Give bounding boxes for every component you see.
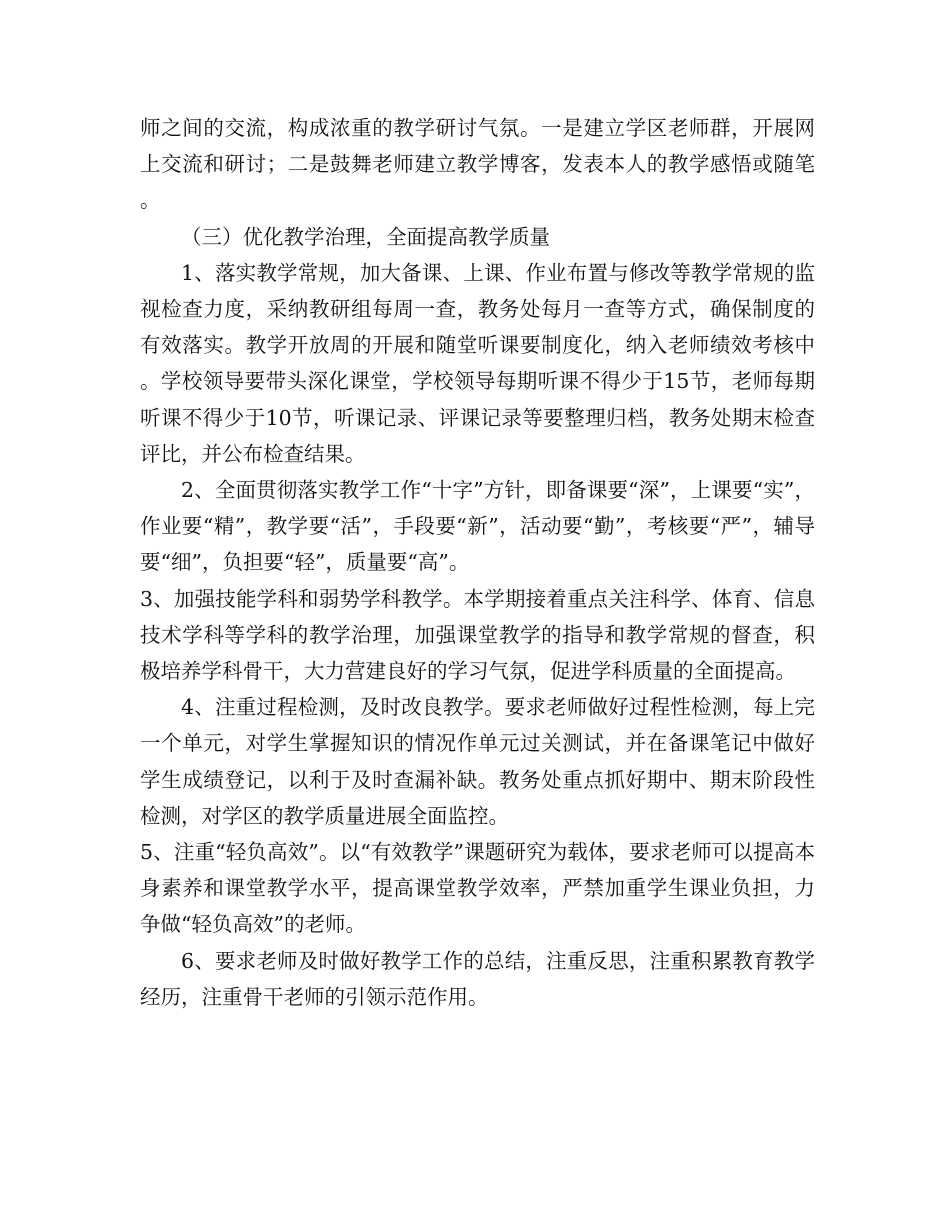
paragraph-item-6: 6、要求老师及时做好教学工作的总结，注重反思，注重积累教育教学经历，注重骨干老师的引领示范作用。 (140, 948, 815, 1009)
paragraph-item-3: 3、加强技能学科和弱势学科教学。本学期接着重点关注科学、体育、信息技术学科等学科的教学治理，加强课堂教学的指导和教学常规的督查，积极培养学科骨干，大力营建良好的学习气氛，促进学科质量的全面提高。 (140, 586, 815, 684)
section-heading-teaching-management: （三）优化教学治理，全面提高教学质量 (181, 224, 550, 249)
paragraph-teacher-exchange: 师之间的交流，构成浓重的教学研讨气氛。一是建立学区老师群，开展网上交流和研讨；二是鼓舞老师建立教学博客，发表本人的教学感悟或随笔。 (140, 116, 815, 213)
paragraph-item-2: 2、全面贯彻落实教学工作“十字”方针，即备课要“深”，上课要“实”，作业要“精”，教学要“活”，手段要“新”，活动要“勤”，考核要“严”，辅导要“细”，负担要“轻”，质量要“高”。 (140, 478, 815, 575)
paragraph-item-4: 4、注重过程检测，及时改良教学。要求老师做好过程性检测，每上完一个单元，对学生掌握知识的情况作单元过关测试，并在备课笔记中做好学生成绩登记，以利于及时查漏补缺。教务处重点抓好期中、期末阶段性检测，对学区的教学质量进展全面监控。 (140, 695, 815, 828)
paragraph-item-5: 5、注重“轻负高效”。以“有效教学”课题研究为载体，要求老师可以提高本身素养和课堂教学水平，提高课堂教学效率，严禁加重学生课业负担，力争做“轻负高效”的老师。 (140, 840, 815, 937)
paragraph-item-1: 1、落实教学常规，加大备课、上课、作业布置与修改等教学常规的监视检查力度，采纳教研组每周一查，教务处每月一查等方式，确保制度的有效落实。教学开放周的开展和随堂听课要制度化，纳入老师绩效考核中。学校领导要带头深化课堂，学校领导每期听课不得少于15节，老师每期听课不得少于10节，听课记录、评课记录等要整理归档，教务处期末检查评比，并公布检查结果。 (140, 260, 815, 466)
document-body (140, 110, 815, 1015)
